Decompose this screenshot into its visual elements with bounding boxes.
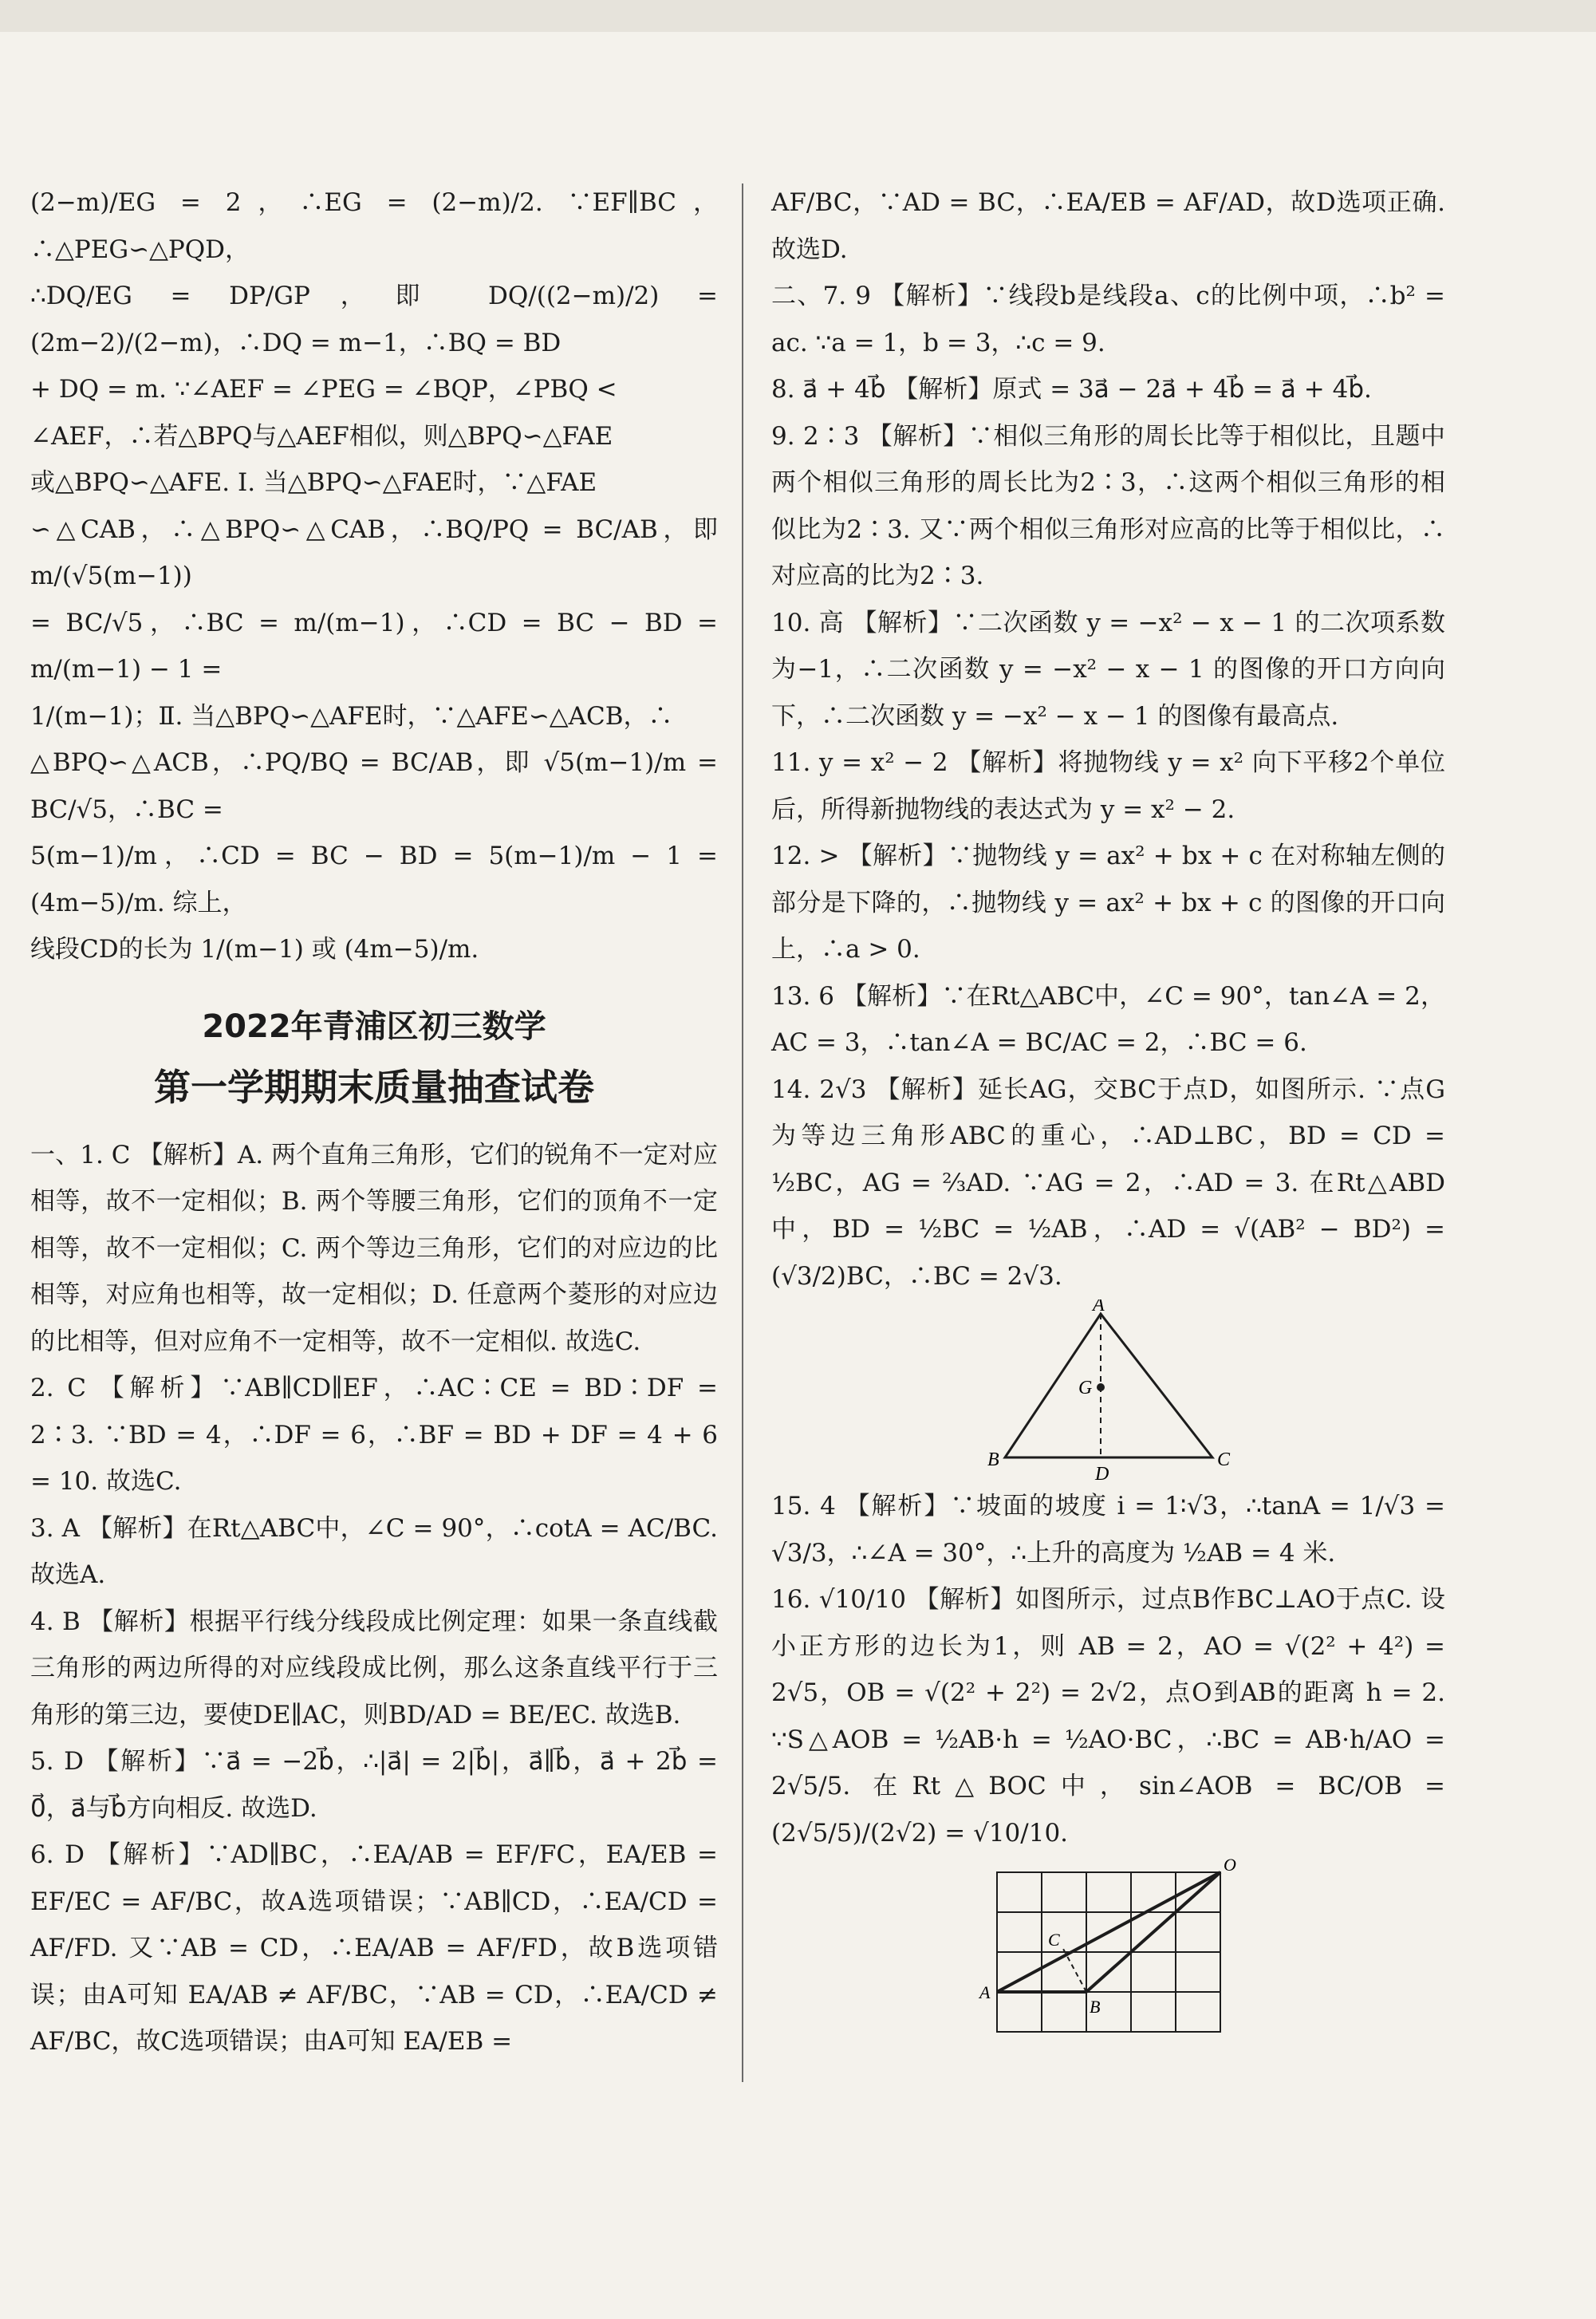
answer-item: 13. 6 【解析】∵在Rt△ABC中，∠C = 90°，tan∠A = 2，AC = 3，∴tan∠A = BC/AC = 2，∴BC = 6. — [771, 981, 1445, 1057]
label-a: A — [979, 1982, 990, 2002]
solution-line: 1/(m−1)；Ⅱ. 当△BPQ∽△AFE时，∵△AFE∽△ACB，∴ — [30, 701, 673, 731]
answer-item: 二、7. 9 【解析】∵线段b是线段a、c的比例中项，∴b² = ac. ∵a = 1，b = 3，∴c = 9. — [771, 282, 1445, 357]
square-grid — [997, 1872, 1220, 2032]
solution-line: △BPQ∽△ACB，∴PQ/BQ = BC/AB，即 √5(m−1)/m = BC/√5，∴BC = — [30, 748, 718, 824]
label-c: C — [1047, 1930, 1060, 1950]
answer-item: 2. C 【解析】∵AB∥CD∥EF，∴AC∶CE = BD∶DF = 2∶3. ∵BD = 4，∴DF = 6，∴BF = BD + DF = 4 + 6 = 10. 故选C. — [30, 1374, 718, 1496]
solution-line: = BC/√5，∴BC = m/(m−1)，∴CD = BC − BD = m/(m−1) − 1 = — [30, 608, 718, 684]
answer-item: 3. A 【解析】在Rt△ABC中，∠C = 90°，∴cotA = AC/BC. 故选A. — [30, 1513, 718, 1589]
label-c: C — [1216, 1449, 1230, 1470]
label-g: G — [1078, 1378, 1092, 1398]
solution-line: 5(m−1)/m，∴CD = BC − BD = 5(m−1)/m − 1 = (4m−5)/m. 综上， — [30, 842, 718, 917]
answer-item: 9. 2∶3 【解析】∵相似三角形的周长比等于相似比，且题中两个相似三角形的周长比为2∶3，∴这两个相似三角形的相似比为2∶3. 又∵两个相似三角形对应高的比等于相似比，∴对应高的比为2∶3. — [771, 421, 1445, 590]
answer-item: 14. 2√3 【解析】延长AG，交BC于点D，如图所示. ∵点G为等边三角形ABC的重心，∴AD⊥BC，BD = CD = ½BC，AG = ⅔AD. ∵AG = 2，∴AD = 3. 在Rt△ABD中，BD = ½BC = ½AB，∴AD = √(AB² − BD²) = (√3/2)BC，∴BC = 2√3. — [771, 1075, 1445, 1291]
scan-top-edge — [0, 0, 1596, 32]
exam-title-line2: 第一学期期末质量抽查试卷 — [154, 1066, 594, 1109]
exam-title-line1: 2022年青浦区初三数学 — [202, 1008, 546, 1045]
solution-line: ∴DQ/EG = DP/GP，即 DQ/((2−m)/2) = (2m−2)/(2−m)，∴DQ = m−1，∴BQ = BD — [30, 282, 718, 357]
answer-item: 12. > 【解析】∵抛物线 y = ax² + bx + c 在对称轴左侧的部分是下降的，∴抛物线 y = ax² + bx + c 的图像的开口向上，∴a > 0. — [771, 842, 1445, 964]
answer-item: 16. √10/10 【解析】如图所示，过点B作BC⊥AO于点C. 设小正方形的边长为1，则 AB = 2，AO = √(2² + 4²) = 2√5，OB = √(2² + 2²) = 2√2，点O到AB的距离 h = 2. ∵S△AOB = ½AB·h = ½AO·BC，∴BC = AB·h/AO = 2√5/5. 在Rt△BOC中，sin∠AOB = BC/OB = (2√5/5)/(2√2) = √10/10. — [771, 1585, 1445, 1848]
label-d: D — [1094, 1464, 1109, 1483]
right-column — [771, 179, 1445, 2040]
label-b: B — [1089, 1997, 1100, 2017]
label-b: B — [987, 1449, 999, 1470]
solution-line: 线段CD的长为 1/(m−1) 或 (4m−5)/m. — [30, 935, 479, 964]
answer-item: 15. 4 【解析】∵坡面的坡度 i = 1∶√3，∴tanA = 1/√3 = √3/3，∴∠A = 30°，∴上升的高度为 ½AB = 4 米. — [771, 1492, 1445, 1568]
answer-item: 10. 高 【解析】∵二次函数 y = −x² − x − 1 的二次项系数为−1，∴二次函数 y = −x² − x − 1 的图像的开口方向向下，∴二次函数 y = −x² − x − 1 的图像有最高点. — [771, 608, 1445, 731]
answer-item: 5. D 【解析】∵a⃗ = −2b⃗，∴|a⃗| = 2|b⃗|，a⃗∥b⃗，a⃗ + 2b⃗ = 0⃗，a⃗与b⃗方向相反. 故选D. — [30, 1747, 718, 1823]
solution-line: ∽△CAB，∴△BPQ∽△CAB，∴BQ/PQ = BC/AB，即 m/(√5(m−1)) — [30, 515, 718, 590]
equilateral-triangle-figure — [981, 1300, 1236, 1483]
solution-line: ∠AEF，∴若△BPQ与△AEF相似，则△BPQ∽△FAE — [30, 421, 613, 451]
continuation-solution — [30, 179, 718, 973]
answer-item: 8. a⃗ + 4b⃗ 【解析】原式 = 3a⃗ − 2a⃗ + 4b⃗ = a⃗ + 4b⃗. — [771, 375, 1372, 404]
label-o: O — [1223, 1856, 1236, 1875]
answer-item: 11. y = x² − 2 【解析】将抛物线 y = x² 向下平移2个单位后，所得新抛物线的表达式为 y = x² − 2. — [771, 748, 1445, 824]
column-divider — [742, 183, 743, 2082]
solution-line: (2−m)/EG = 2，∴EG = (2−m)/2. ∵EF∥BC，∴△PEG∽△PQD， — [30, 188, 718, 264]
answer-item: AF/BC，∵AD = BC，∴EA/EB = AF/AD，故D选项正确. 故选D. — [771, 188, 1445, 264]
answer-item: 一、1. C 【解析】A. 两个直角三角形，它们的锐角不一定对应相等，故不一定相似；B. 两个等腰三角形，它们的顶角不一定相等，故不一定相似；C. 两个等边三角形，它们的对应边的比相等，对应角也相等，故一定相似；D. 任意两个菱形的对应边的比相等，但对应角不一定相等，故不一定相似. 故选C. — [30, 1140, 718, 1356]
answer-item: 6. D 【解析】∵AD∥BC，∴EA/AB = EF/FC，EA/EB = EF/EC = AF/BC，故A选项错误；∵AB∥CD，∴EA/CD = AF/FD. 又∵AB = CD，∴EA/AB = AF/FD，故B选项错误；由A可知 EA/AB ≠ AF/BC，∵AB = CD，∴EA/CD ≠ AF/BC，故C选项错误；由A可知 EA/EB = — [30, 1840, 718, 2056]
solution-line: + DQ = m. ∵∠AEF = ∠PEG = ∠BQP，∠PBQ < — [30, 375, 617, 404]
grid-figure — [973, 1856, 1244, 2040]
answer-list — [30, 1132, 718, 2065]
label-a: A — [1092, 1300, 1105, 1315]
solution-line: 或△BPQ∽△AFE. Ⅰ. 当△BPQ∽△FAE时，∵△FAE — [30, 468, 597, 497]
triangle-abc — [1005, 1314, 1212, 1457]
answer-item: 4. B 【解析】根据平行线分线段成比例定理：如果一条直线截三角形的两边所得的对应线段成比例，那么这条直线平行于三角形的第三边，要使DE∥AC，则BD/AD = BE/EC. 故选B. — [30, 1607, 718, 1729]
left-column — [30, 179, 718, 2065]
centroid-g-point — [1097, 1383, 1105, 1391]
